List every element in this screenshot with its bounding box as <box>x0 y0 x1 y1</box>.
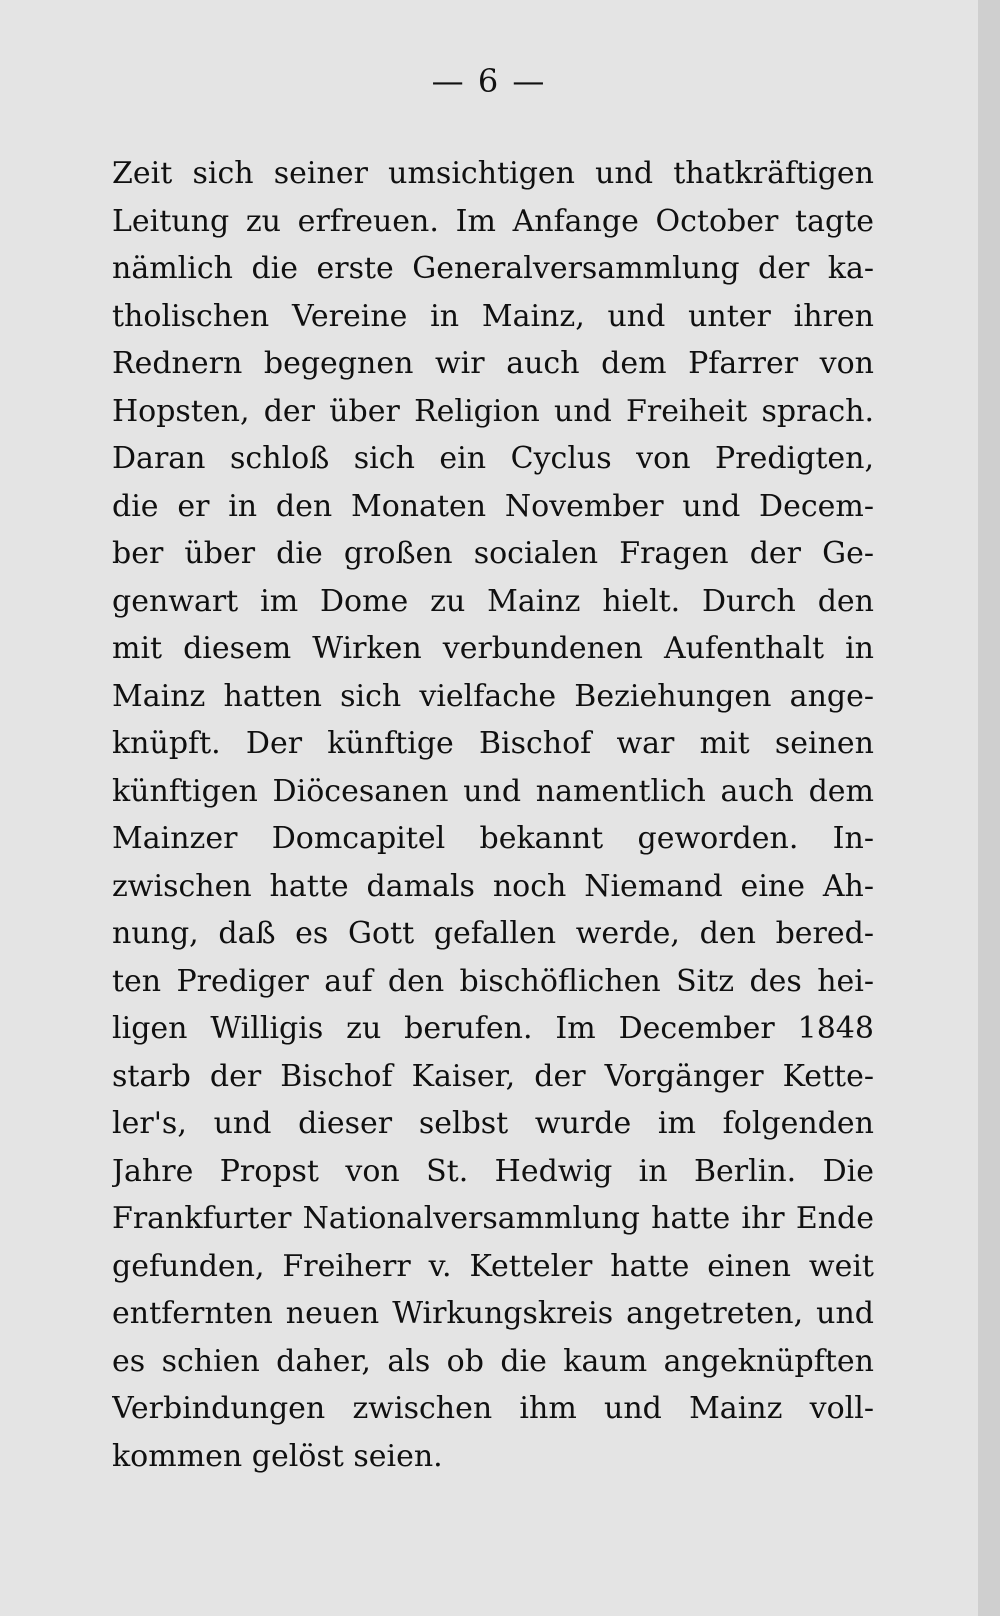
text-line: Hopsten, der über Religion und Freiheit sprach. <box>112 393 874 429</box>
text-line: Mainzer Domcapitel bekannt geworden. In- <box>112 821 874 856</box>
text-line: Leitung zu erfreuen. Im Anfange October tagte <box>112 203 874 239</box>
text-line: starb der Bischof Kaiser, der Vorgänger Kette- <box>112 1058 874 1094</box>
text-line: Zeit sich seiner umsichtigen und thatkräftigen <box>112 156 874 191</box>
text-line: knüpft. Der künftige Bischof war mit seinen <box>112 726 874 761</box>
text-line: gefunden, Freiherr v. Ketteler hatte einen weit <box>112 1248 874 1284</box>
text-line: Verbindungen zwischen ihm und Mainz voll- <box>112 1391 874 1426</box>
text-line: künftigen Diöcesanen und namentlich auch dem <box>112 773 874 809</box>
text-line: Frankfurter Nationalversammlung hatte ihr Ende <box>112 1201 874 1236</box>
text-line: es schien daher, als ob die kaum angeknüpften <box>112 1343 874 1379</box>
text-line: ler's, und dieser selbst wurde im folgenden <box>112 1106 874 1141</box>
text-line: Jahre Propst von St. Hedwig in Berlin. Die <box>112 1153 874 1189</box>
text-line: zwischen hatte damals noch Niemand eine Ah- <box>112 868 874 904</box>
page-number-header: — 6 — <box>431 62 547 100</box>
body-text <box>112 150 874 1480</box>
text-line: ligen Willigis zu berufen. Im December 1848 <box>112 1011 874 1046</box>
text-line: tholischen Vereine in Mainz, und unter ihren <box>112 298 874 334</box>
text-line: nung, daß es Gott gefallen werde, den bered- <box>112 916 874 951</box>
text-line-last: kommen gelöst seien. <box>112 1438 443 1474</box>
text-line: nämlich die erste Generalversammlung der ka- <box>112 251 874 286</box>
text-line: Daran schloß sich ein Cyclus von Predigten, <box>112 441 874 476</box>
text-line: Rednern begegnen wir auch dem Pfarrer von <box>112 346 874 381</box>
text-line: Mainz hatten sich vielfache Beziehungen ange- <box>112 678 874 714</box>
text-line: die er in den Monaten November und Decem- <box>112 488 874 524</box>
text-line: mit diesem Wirken verbundenen Aufenthalt in <box>112 631 874 666</box>
text-line: ten Prediger auf den bischöflichen Sitz des hei- <box>112 963 874 999</box>
text-line: entfernten neuen Wirkungskreis angetreten, und <box>112 1296 874 1331</box>
text-line: ber über die großen socialen Fragen der Ge- <box>112 536 874 571</box>
text-line: genwart im Dome zu Mainz hielt. Durch den <box>112 583 874 619</box>
